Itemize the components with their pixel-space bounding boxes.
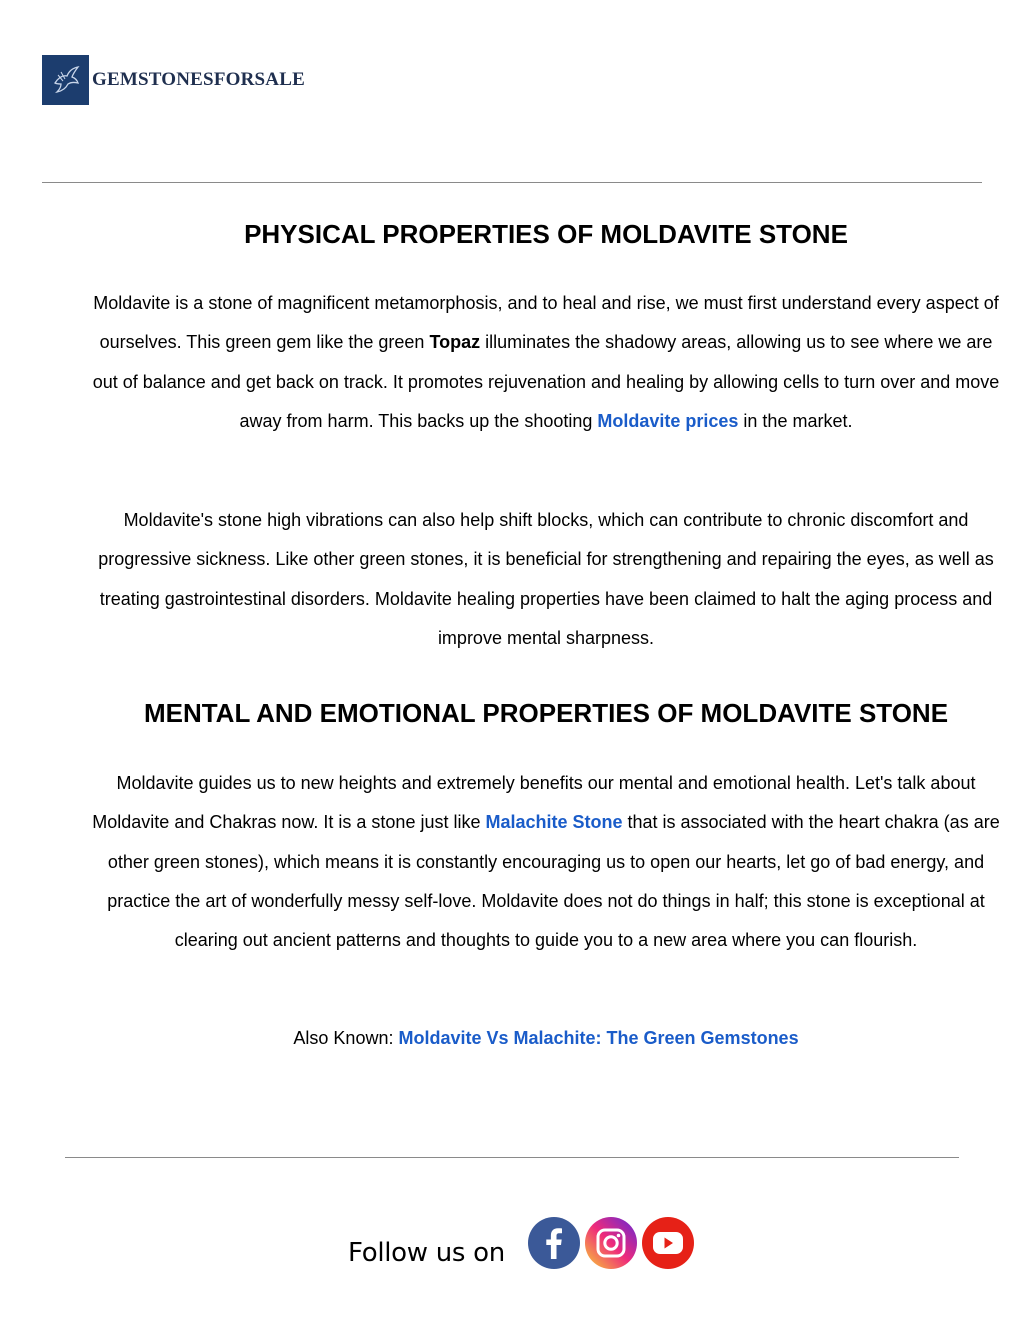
topaz-bold-text: Topaz — [429, 332, 481, 353]
paragraph-text: that is associated with the heart chakra (as are other green stones), which means it is constantly encouraging us to open our hearts, let go of bad energy, and practice the art of wonderfully messy self-love. Moldavite does not do things in half; this stone is exceptional at clearing out ancient patterns and thoughts to guide you to a new area where you can flourish. — [107, 812, 1000, 951]
facebook-icon[interactable] — [528, 1217, 580, 1269]
also-known-line — [88, 1019, 1004, 1058]
section-heading-mental: MENTAL AND EMOTIONAL PROPERTIES OF MOLDAVITE STONE — [143, 698, 949, 728]
follow-us-text: Follow us on — [348, 1238, 505, 1268]
brand-logo[interactable] — [42, 55, 305, 105]
paragraph-text: Moldavite is a stone of magnificent metamorphosis, and to heal and rise, we must first understand every aspect of ourselves. This green gem like the green — [93, 293, 999, 353]
paragraph-mental — [88, 764, 1004, 960]
also-known-label: Also Known: — [293, 1028, 399, 1048]
paragraph-text: Moldavite guides us to new heights and extremely benefits our mental and emotional health. Let's talk about Moldavite and Chakras now. It is a stone just like — [92, 773, 976, 833]
paragraph-physical-intro — [88, 284, 1004, 441]
paragraph-text: in the market. — [738, 410, 853, 431]
instagram-icon[interactable] — [585, 1217, 637, 1269]
paragraph-text: illuminates the shadowy areas, allowing us to see where we are out of balance and get back on track. It promotes rejuvenation and healing by allowing cells to turn over and move away from harm. This backs up the shooting — [92, 332, 1000, 431]
moldavite-prices-link[interactable]: Moldavite prices — [597, 410, 739, 431]
top-divider — [42, 182, 982, 183]
brand-name: GEMSTONESFORSALE — [92, 69, 305, 90]
malachite-stone-link[interactable]: Malachite Stone — [485, 812, 623, 833]
moldavite-vs-malachite-link[interactable]: Moldavite Vs Malachite: The Green Gemstones — [398, 1028, 799, 1048]
section-heading-physical: PHYSICAL PROPERTIES OF MOLDAVITE STONE — [244, 219, 848, 249]
bottom-divider — [65, 1157, 959, 1158]
dove-icon — [42, 55, 89, 105]
paragraph-physical-vibrations: Moldavite's stone high vibrations can also help shift blocks, which can contribute to chronic discomfort and progressive sickness. Like other green stones, it is beneficial for strengthening and repairing the eyes, as well as treating gastrointestinal disorders. Moldavite healing properties have been claimed to halt the aging process and improve mental sharpness. — [98, 510, 994, 648]
youtube-icon[interactable] — [642, 1217, 694, 1269]
